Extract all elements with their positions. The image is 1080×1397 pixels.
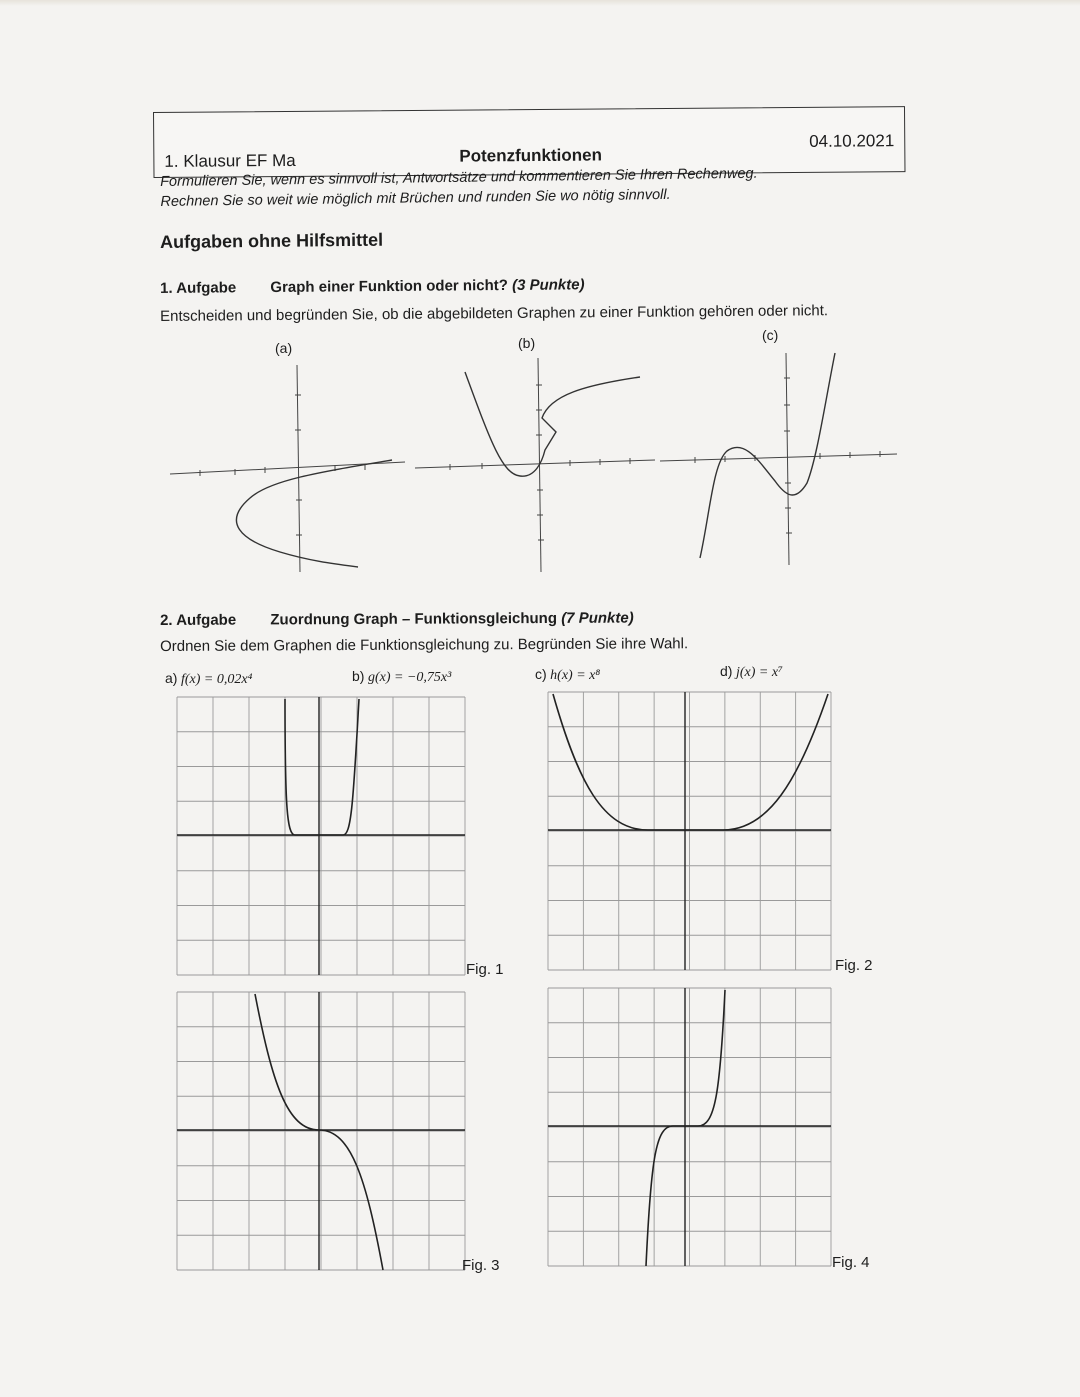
equation-b-expr: g(x) = −0,75x³ xyxy=(367,670,452,685)
graph-b-label: (b) xyxy=(518,335,536,351)
task2-number: 2. Aufgabe xyxy=(160,611,237,629)
exam-title: Potenzfunktionen xyxy=(459,145,603,166)
fig2-label: Fig. 2 xyxy=(835,957,873,974)
graph-a xyxy=(160,350,410,580)
equation-d-expr: j(x) = x⁷ xyxy=(735,665,783,680)
equation-c-label: c) xyxy=(535,666,547,682)
fig3-label: Fig. 3 xyxy=(462,1257,500,1274)
graph-a-curve xyxy=(236,460,392,567)
fig2-plot xyxy=(548,692,833,972)
equation-b xyxy=(352,668,451,686)
equation-d xyxy=(720,663,783,681)
section-title: Aufgaben ohne Hilfsmittel xyxy=(160,229,384,252)
fig1-plot xyxy=(177,697,467,977)
fig1-grid xyxy=(177,697,465,975)
equation-a-expr: f(x) = 0,02x⁴ xyxy=(180,672,253,687)
graph-b-x-axis xyxy=(415,460,655,468)
task1-points: (3 Punkte) xyxy=(511,276,585,294)
graph-c-curve xyxy=(700,353,835,558)
task1-number: 1. Aufgabe xyxy=(160,279,237,297)
graph-a-label: (a) xyxy=(275,340,293,356)
instructions xyxy=(160,164,758,212)
equation-c xyxy=(535,666,600,684)
instruction-line-2: Rechnen Sie so weit wie möglich mit Brüchen und runden Sie wo nötig sinnvoll. xyxy=(160,186,671,210)
task2-points: (7 Punkte) xyxy=(561,609,634,627)
equation-c-expr: h(x) = x⁸ xyxy=(550,668,601,683)
graph-c xyxy=(655,343,900,568)
fig4-grid xyxy=(548,988,831,1266)
graph-c-x-axis xyxy=(660,454,897,461)
fig3-plot xyxy=(177,992,467,1272)
graph-b xyxy=(410,350,660,575)
graph-a-y-axis xyxy=(297,365,300,572)
equation-d-label: d) xyxy=(720,663,733,679)
fig4-label: Fig. 4 xyxy=(832,1254,870,1271)
instruction-line-1: Formulieren Sie, wenn es sinnvoll ist, Antwortsätze und kommentieren Sie Ihren Rechenweg. xyxy=(160,165,758,190)
task1-heading xyxy=(160,276,585,297)
task2-heading xyxy=(160,610,634,629)
task1-title: Graph einer Funktion oder nicht? xyxy=(270,276,508,297)
fig1-label: Fig. 1 xyxy=(466,961,504,978)
equation-b-label: b) xyxy=(352,668,365,684)
exam-date: 04.10.2021 xyxy=(809,131,895,151)
fig1-curve xyxy=(285,699,359,835)
paper-edge xyxy=(0,0,1080,6)
fig4-plot xyxy=(548,988,833,1268)
fig2-curve xyxy=(553,694,828,830)
fig2-grid xyxy=(548,692,831,970)
task2-text: Ordnen Sie dem Graphen die Funktionsgleichung zu. Begründen Sie ihre Wahl. xyxy=(160,635,689,655)
graph-b-curve xyxy=(465,372,640,476)
equation-a-label: a) xyxy=(165,670,178,686)
task2-title: Zuordnung Graph – Funktionsgleichung xyxy=(270,609,558,629)
task1-text: Entscheiden und begründen Sie, ob die abgebildeten Graphen zu einer Funktion gehören oder nicht. xyxy=(160,302,829,325)
fig3-grid xyxy=(177,992,465,1270)
equation-a xyxy=(165,670,252,688)
graph-c-label: (c) xyxy=(762,327,779,343)
exam-label: 1. Klausur EF Ma xyxy=(164,150,296,171)
